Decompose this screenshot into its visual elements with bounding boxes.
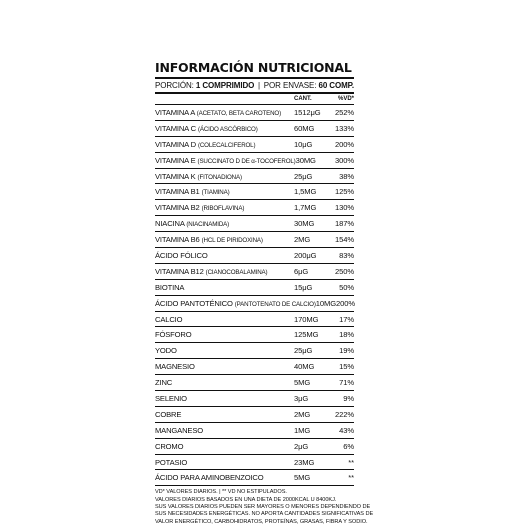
nutrient-label: BIOTINA bbox=[155, 282, 185, 292]
nutrient-daily-value: 38% bbox=[339, 171, 354, 181]
nutrient-name bbox=[155, 391, 294, 406]
nutrient-name bbox=[155, 296, 316, 311]
per-pack-label: POR ENVASE: bbox=[263, 81, 317, 90]
column-header bbox=[155, 94, 354, 105]
nutrient-quantity: 170MG bbox=[294, 314, 319, 324]
nutrient-daily-value: 300% bbox=[334, 155, 354, 165]
nutrient-daily-value: ** bbox=[348, 457, 354, 467]
nutrient-row bbox=[155, 455, 354, 471]
nutrient-source: (FITONADIONA) bbox=[197, 173, 242, 181]
nutrient-source: (ÁCIDO ASCÓRBICO) bbox=[197, 125, 258, 133]
qty-column-header: CANT. bbox=[294, 96, 312, 102]
nutrient-quantity: 5MG bbox=[294, 473, 311, 483]
nutrient-name bbox=[155, 153, 296, 168]
nutrient-source: (COLECALCIFEROL) bbox=[197, 141, 256, 149]
nutrient-daily-value: 50% bbox=[339, 282, 354, 292]
nutrient-name bbox=[155, 327, 294, 342]
nutrient-quantity: 10μG bbox=[294, 139, 313, 149]
nutrient-quantity: 40MG bbox=[294, 362, 315, 372]
nutrient-label: ÁCIDO PANTOTÉNICO bbox=[155, 298, 233, 308]
nutrient-daily-value: 200% bbox=[334, 139, 354, 149]
nutrient-label: SELENIO bbox=[155, 394, 187, 404]
nutrient-source: (SUCCINATO D DE α-TOCOFEROL) bbox=[197, 157, 296, 165]
nutrient-quantity: 1,7MG bbox=[294, 203, 317, 213]
per-pack-value: 60 COMP. bbox=[318, 81, 354, 90]
serving-separator: | bbox=[258, 81, 261, 90]
nutrient-quantity: 2MG bbox=[294, 235, 311, 245]
nutrient-row bbox=[155, 121, 354, 137]
nutrient-row bbox=[155, 264, 354, 280]
nutrient-label: VITAMINA B2 bbox=[155, 203, 200, 213]
nutrient-quantity: 2MG bbox=[294, 409, 311, 419]
nutrient-daily-value: 154% bbox=[334, 235, 354, 245]
nutrient-label: VITAMINA D bbox=[155, 139, 196, 149]
nutrient-name bbox=[155, 470, 294, 485]
nutrient-name bbox=[155, 137, 294, 152]
nutrient-quantity: 25μG bbox=[294, 171, 313, 181]
nutrient-daily-value: 43% bbox=[339, 425, 354, 435]
nutrient-source: (CIANOCOBALAMINA) bbox=[205, 268, 268, 276]
nutrient-label: VITAMINA K bbox=[155, 171, 196, 181]
nutrient-quantity: 60MG bbox=[294, 123, 315, 133]
nutrient-daily-value: 9% bbox=[343, 394, 354, 404]
nutrient-label: VITAMINA A bbox=[155, 108, 195, 117]
nutrient-name bbox=[155, 248, 294, 263]
nutrient-table bbox=[155, 105, 354, 486]
nutrient-source: (NIACINAMIDA) bbox=[186, 221, 230, 229]
nutrient-name bbox=[155, 280, 294, 295]
nutrient-quantity: 125MG bbox=[294, 330, 319, 340]
nutrient-row bbox=[155, 248, 354, 264]
nutrient-row bbox=[155, 327, 354, 343]
nutrient-label: CALCIO bbox=[155, 314, 183, 324]
nutrient-quantity: 15μG bbox=[294, 282, 313, 292]
nutrient-daily-value: 252% bbox=[334, 108, 354, 117]
nutrient-name bbox=[155, 121, 294, 136]
nutrient-name bbox=[155, 216, 294, 231]
nutrient-source: (TIAMINA) bbox=[201, 189, 230, 197]
nutrient-row bbox=[155, 359, 354, 375]
footnote-line: SUS VALORES DIARIOS PUEDEN SER MAYORES O MENORES DEPENDIENDO DE bbox=[155, 503, 371, 510]
panel-title: INFORMACIÓN NUTRICIONAL bbox=[155, 60, 352, 75]
nutrient-daily-value: 222% bbox=[334, 409, 354, 419]
nutrient-label: MANGANESO bbox=[155, 425, 204, 435]
nutrient-quantity: 10MG bbox=[315, 298, 337, 308]
nutrient-quantity: 2μG bbox=[294, 441, 309, 451]
per-pack-info bbox=[264, 79, 354, 92]
nutrient-name bbox=[155, 455, 294, 470]
nutrient-name bbox=[155, 312, 294, 327]
nutrient-source: (PANTOTENATO DE CALCIO) bbox=[234, 300, 316, 308]
nutrient-row bbox=[155, 375, 354, 391]
nutrient-daily-value: 125% bbox=[334, 187, 354, 197]
nutrient-daily-value: 200% bbox=[336, 298, 356, 308]
nutrient-row bbox=[155, 312, 354, 328]
nutrient-daily-value: 83% bbox=[339, 251, 354, 261]
nutrient-daily-value: 18% bbox=[339, 330, 354, 340]
nutrient-name bbox=[155, 264, 294, 279]
nutrient-daily-value: 15% bbox=[339, 362, 354, 372]
footnote-line: SUS NECESIDADES ENERGÉTICAS. NO APORTA CANTIDADES SIGNIFICATIVAS DE bbox=[155, 511, 374, 518]
nutrient-label: MAGNESIO bbox=[155, 362, 195, 372]
nutrient-name bbox=[155, 105, 294, 120]
nutrient-row bbox=[155, 216, 354, 232]
nutrient-quantity: 30MG bbox=[295, 155, 316, 165]
nutrient-quantity: 23MG bbox=[294, 457, 315, 467]
nutrient-daily-value: 187% bbox=[334, 219, 354, 229]
nutrient-label: YODO bbox=[155, 346, 177, 356]
nutrient-label: VITAMINA B1 bbox=[155, 187, 200, 197]
nutrient-row bbox=[155, 343, 354, 359]
vd-column-header: %VD* bbox=[337, 96, 354, 102]
nutrient-daily-value: 19% bbox=[339, 346, 354, 356]
nutrient-row bbox=[155, 153, 354, 169]
nutrient-name bbox=[155, 184, 294, 199]
nutrient-daily-value: 6% bbox=[343, 441, 354, 451]
nutrient-daily-value: 133% bbox=[334, 123, 354, 133]
footnotes bbox=[155, 489, 374, 525]
portion-label: PORCIÓN: bbox=[155, 81, 194, 90]
nutrient-name bbox=[155, 375, 294, 390]
nutrient-quantity: 30MG bbox=[294, 219, 315, 229]
nutrition-facts-panel bbox=[155, 60, 374, 526]
nutrient-quantity: 6μG bbox=[294, 266, 309, 276]
nutrient-row bbox=[155, 169, 354, 185]
nutrient-label: ÁCIDO PARA AMINOBENZOICO bbox=[155, 473, 264, 483]
nutrient-quantity: 1512μG bbox=[294, 108, 321, 117]
nutrient-name bbox=[155, 232, 294, 247]
nutrient-label: VITAMINA C bbox=[155, 123, 196, 133]
nutrient-name bbox=[155, 169, 294, 184]
nutrient-row bbox=[155, 137, 354, 153]
nutrient-quantity: 200μG bbox=[294, 251, 317, 261]
nutrient-daily-value: 130% bbox=[334, 203, 354, 213]
nutrient-label: ZINC bbox=[155, 378, 173, 388]
nutrient-row bbox=[155, 105, 354, 121]
portion-value: 1 COMPRIMIDO bbox=[195, 81, 255, 90]
nutrient-name bbox=[155, 200, 294, 215]
nutrient-row bbox=[155, 184, 354, 200]
nutrient-row bbox=[155, 232, 354, 248]
nutrient-row bbox=[155, 470, 354, 486]
nutrient-row bbox=[155, 296, 354, 312]
nutrient-quantity: 3μG bbox=[294, 394, 309, 404]
nutrient-quantity: 1MG bbox=[294, 425, 311, 435]
nutrient-label: POTASIO bbox=[155, 457, 188, 467]
nutrient-label: VITAMINA E bbox=[155, 155, 196, 165]
footnote-line: VALOR ENERGÉTICO, CARBOHIDRATOS, PROTEÍNAS, GRASAS, FIBRA Y SODIO. bbox=[155, 518, 368, 525]
nutrient-daily-value: 71% bbox=[339, 378, 354, 388]
nutrient-quantity: 25μG bbox=[294, 346, 313, 356]
nutrient-source: (HCL DE PIRIDOXINA) bbox=[201, 237, 263, 245]
nutrient-row bbox=[155, 439, 354, 455]
nutrient-row bbox=[155, 391, 354, 407]
nutrient-row bbox=[155, 200, 354, 216]
nutrient-label: CROMO bbox=[155, 441, 184, 451]
serving-info bbox=[155, 79, 354, 92]
nutrient-label: VITAMINA B6 bbox=[155, 235, 200, 245]
nutrient-row bbox=[155, 280, 354, 296]
nutrient-daily-value: 250% bbox=[334, 266, 354, 276]
nutrient-label: FÓSFORO bbox=[155, 330, 192, 340]
nutrient-daily-value: ** bbox=[348, 473, 354, 483]
nutrient-name bbox=[155, 343, 294, 358]
nutrient-label: VITAMINA B12 bbox=[155, 266, 204, 276]
nutrient-source: (ACETATO, BETA CAROTENO) bbox=[196, 110, 281, 117]
footnote-line: VALORES DIARIOS BASADOS EN UNA DIETA DE 2000KCAL U 8400KJ. bbox=[155, 496, 337, 503]
nutrient-quantity: 1,5MG bbox=[294, 187, 317, 197]
nutrient-name bbox=[155, 359, 294, 374]
nutrient-row bbox=[155, 407, 354, 423]
nutrient-daily-value: 17% bbox=[339, 314, 354, 324]
nutrient-name bbox=[155, 439, 294, 454]
nutrient-label: ÁCIDO FÓLICO bbox=[155, 251, 208, 261]
nutrient-name bbox=[155, 407, 294, 422]
nutrient-source: (RIBOFLAVINA) bbox=[201, 205, 245, 213]
portion-info bbox=[155, 79, 254, 92]
nutrient-label: NIACINA bbox=[155, 219, 185, 229]
nutrient-label: COBRE bbox=[155, 409, 182, 419]
nutrient-name bbox=[155, 423, 294, 438]
footnote-line: VD* VALORES DIARIOS. | ** VD NO ESTIPULADOS. bbox=[155, 489, 287, 496]
nutrient-quantity: 5MG bbox=[294, 378, 311, 388]
nutrient-row bbox=[155, 423, 354, 439]
